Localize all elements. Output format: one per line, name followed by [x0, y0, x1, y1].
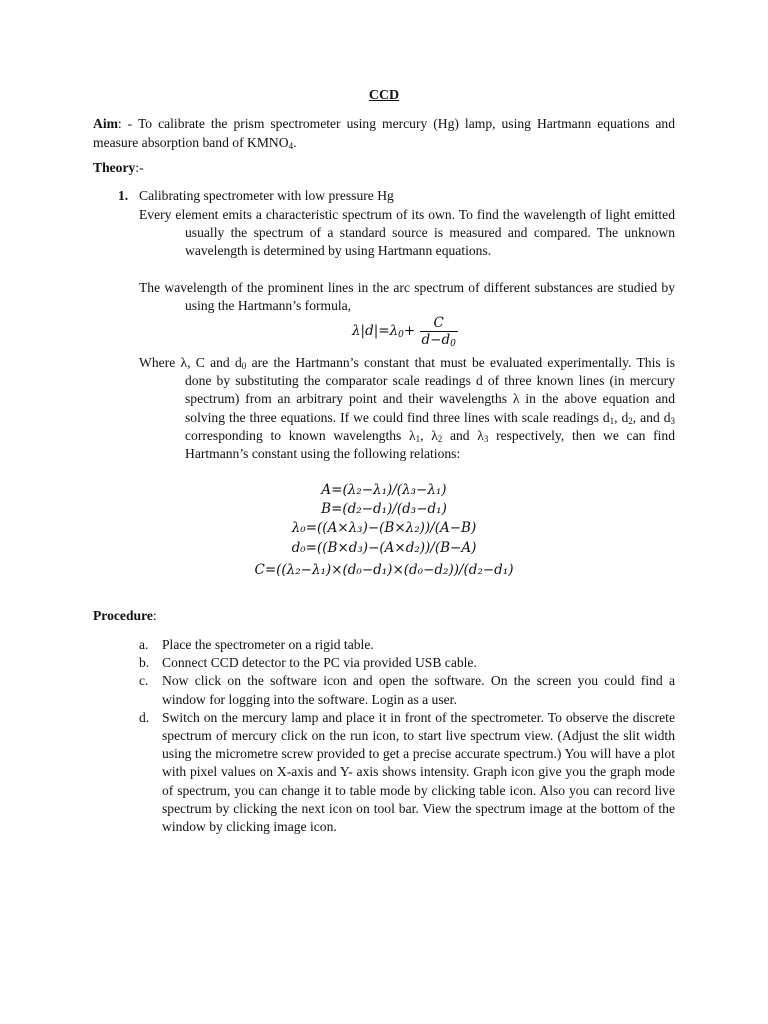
- list-text: Switch on the mercury lamp and place it in front of the spectrometer. To observe the discrete spectrum of mercury click on the run icon, to start live spectrum view. (Adjust the slit width using the micrometre screw provided to get a precise accurate spectrum.) You will have a plot with pixel values on X-axis and Y- axis shows intensity. Graph icon give you the graph mode of spectrum, you can change it to table mode by clicking table icon. Also you can record live spectrum by clicking the next icon on tool bar. View the spectrum image at the bottom of the window by clicking image icon.: [162, 709, 675, 835]
- formula-plus: +: [403, 323, 416, 339]
- p3-s2b: 2: [437, 433, 443, 444]
- list-item: [139, 672, 675, 708]
- relation-a: A=(λ₂−λ₁)/(λ₃−λ₁): [321, 482, 447, 498]
- theory-para-2-text: The wavelength of the prominent lines in the arc spectrum of different substances are studied by using the Hartmann’s formula,: [139, 280, 675, 314]
- relation-lambda0: λ₀=((A×λ₃)−(B×λ₂))/(A−B): [291, 520, 477, 536]
- aim-text-end: .: [293, 134, 297, 150]
- p3-f: , λ: [420, 427, 438, 443]
- theory-item-number: 1.: [118, 188, 129, 203]
- page-title: CCD: [368, 88, 400, 103]
- p3-h: respectively, then we can find Hartmann’s constant using the following relations:: [185, 427, 676, 462]
- procedure-list: [139, 636, 675, 836]
- theory-para-2: [93, 279, 675, 315]
- theory-heading-text: Theory: [93, 160, 136, 175]
- procedure-heading: [93, 608, 157, 624]
- formula-fraction: [420, 315, 458, 348]
- list-letter: b.: [139, 655, 150, 671]
- list-item: [139, 709, 675, 836]
- theory-para-1: [93, 206, 675, 261]
- p3-d: , and d: [632, 409, 671, 425]
- relation-b: B=(d₂−d₁)/(d₃−d₁): [321, 501, 447, 517]
- procedure-heading-suffix: :: [152, 608, 157, 623]
- formula-lhs: λ|d|=λ: [352, 323, 399, 339]
- p3-s3a: 3: [670, 415, 676, 426]
- formula-denominator: [420, 332, 458, 348]
- list-letter: a.: [139, 637, 149, 652]
- p3-e: corresponding to known wavelengths λ: [185, 427, 416, 443]
- list-text: Place the spectrometer on a rigid table.: [162, 637, 374, 652]
- list-letter: c.: [139, 673, 149, 689]
- theory-heading: [93, 160, 144, 176]
- formula-denominator-sub: 0: [450, 339, 456, 349]
- p3-a: Where λ, C and d: [139, 355, 242, 370]
- p3-s1a: 1: [609, 415, 615, 426]
- relation-c: C=((λ₂−λ₁)×(d₀−d₁)×(d₀−d₂))/(d₂−d₁): [254, 562, 514, 578]
- procedure-heading-text: Procedure: [93, 608, 153, 623]
- theory-item-title: Calibrating spectrometer with low pressure Hg: [139, 188, 394, 203]
- theory-para-3-text: [139, 354, 675, 463]
- list-letter: d.: [139, 709, 150, 725]
- p3-s1b: 1: [415, 433, 421, 444]
- relation-d0: d₀=((B×d₃)−(A×d₂))/(B−A): [291, 540, 477, 556]
- theory-item-1: [118, 188, 394, 204]
- formula-denominator-text: d−d: [421, 332, 451, 348]
- p3-b: are the Hartmann’s constant that must be evaluated experimentally. This is done by substituting the comparator scale readings d of three known lines (in mercury spectrum) from an arbitrary point and their wavelengths λ in the above equation and solving the three equations. If we could find three lines with scale readings d: [185, 355, 675, 425]
- p3-s2a: 2: [628, 415, 633, 426]
- formula-sub0: 0: [398, 330, 404, 340]
- hartmann-formula: [352, 315, 458, 348]
- formula-numerator: C: [420, 315, 458, 332]
- theory-para-1-text: Every element emits a characteristic spectrum of its own. To find the wavelength of light emitted usually the spectrum of a standard source is measured and compared. The unknown wavelength is determined by using Hartmann equations.: [139, 207, 675, 259]
- aim-label: Aim: [93, 116, 118, 131]
- list-item: [139, 636, 675, 654]
- p3-c: , d: [614, 409, 629, 425]
- aim-subscript: 4: [288, 140, 294, 151]
- p3-s3b: 3: [483, 433, 489, 444]
- theory-para-3: [93, 354, 675, 463]
- p3-g: and λ: [442, 427, 484, 443]
- aim-paragraph: [93, 115, 675, 152]
- p3-sub0: 0: [241, 361, 247, 371]
- list-text: Now click on the software icon and open the software. On the screen you could find a window for logging into the software. Login as a user.: [162, 673, 675, 707]
- aim-text: : - To calibrate the prism spectrometer using mercury (Hg) lamp, using Hartmann equations and measure absorption band of KMNO: [93, 116, 675, 150]
- theory-heading-suffix: :-: [135, 160, 144, 175]
- list-item: [139, 654, 675, 672]
- list-text: Connect CCD detector to the PC via provided USB cable.: [162, 655, 477, 671]
